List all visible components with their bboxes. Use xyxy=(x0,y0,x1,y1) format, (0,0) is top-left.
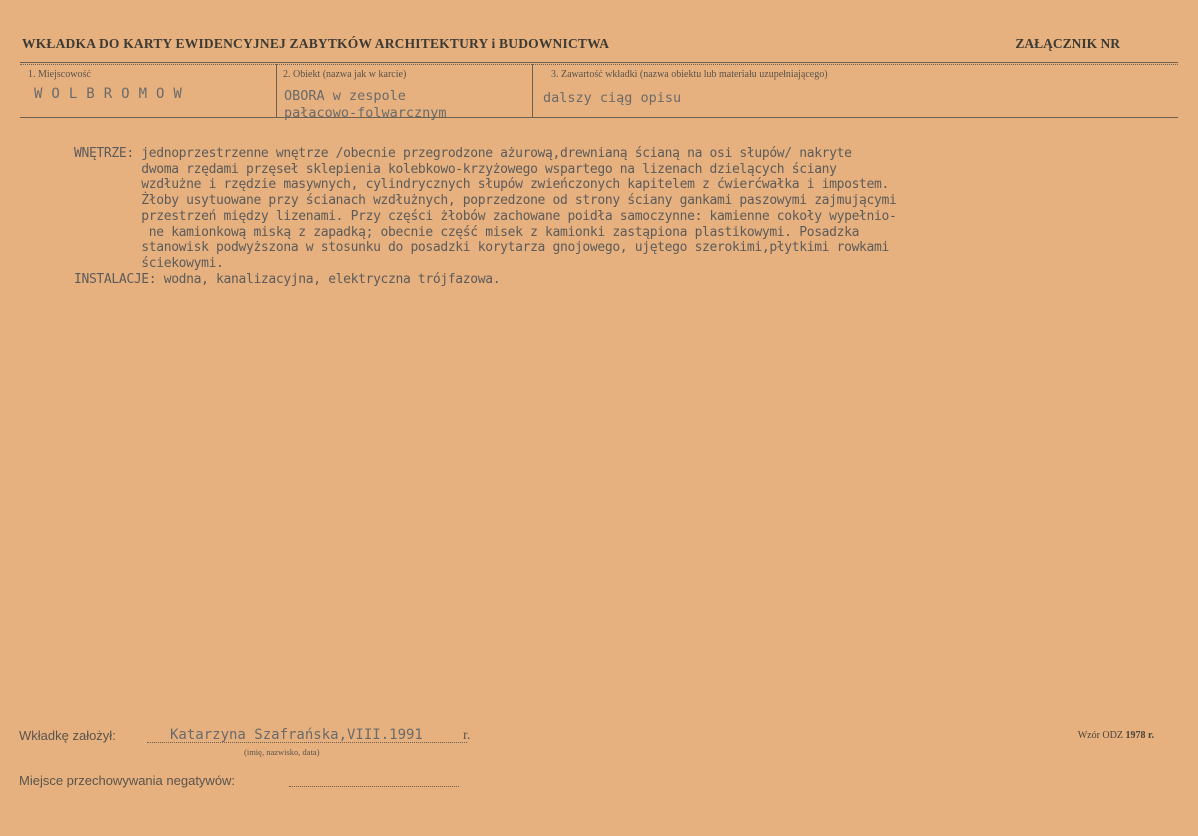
object-value-line1: OBORA w zespole xyxy=(284,88,406,104)
attachment-number-label: ZAŁĄCZNIK NR xyxy=(1015,36,1120,51)
object-label: 2. Obiekt (nazwa jak w karcie) xyxy=(283,69,407,80)
content-value: dalszy ciąg opisu xyxy=(543,90,682,106)
field-divider-1 xyxy=(276,64,277,117)
model-year: 1978 xyxy=(1125,730,1146,741)
location-value: WOLBROMOW xyxy=(34,86,191,102)
negatives-dotted-line xyxy=(289,786,459,787)
model-prefix: Wzór ODZ xyxy=(1077,730,1123,741)
fields-rule xyxy=(20,117,1178,118)
description-text: WNĘTRZE: jednoprzestrzenne wnętrze /obecnie przegrodzone ażurową,drewnianą ścianą na osi słupów/ nakryte dwoma rzędami przęseł sklepienia kolebkowo-krzyżowego wspartego na lizenach dzielących ściany wzdłużne i rzędzie masywnych, cylindrycznych słupów zwieńczonych kapitelem z ćwierćwałka i impostem. Żłoby usytuowane przy ścianach wzdłużnych, poprzedzone od strony ściany gankami paszowymi zajmującymi przestrzeń między lizenami. Przy części żłobów zachowane poidła samoczynne: kamienne cokoły wypełnio- ne kamionkową miską z zapadką; obecnie część misek z kamionki zastąpiona plastikowymi. Posadzka stanowisk podwyższona w stosunku do posadzki korytarza gnojowego, ujętego szerokimi,płytkimi rowkami ściekowymi. INSTALACJE: wodna, kanalizacyjna, elektryczna trójfazowa. xyxy=(74,146,897,287)
content-label: 3. Zawartość wkładki (nazwa obiektu lub materiału uzupełniającego) xyxy=(551,69,828,80)
negatives-label: Miejsce przechowywania negatywów: xyxy=(19,773,236,788)
author-suffix: r. xyxy=(463,728,471,743)
form-model-note xyxy=(1078,730,1154,741)
header-rule xyxy=(20,62,1178,63)
location-label: 1. Miejscowość xyxy=(28,69,91,80)
author-label: Wkładkę założył: xyxy=(19,728,116,743)
card-title: WKŁADKA DO KARTY EWIDENCYJNEJ ZABYTKÓW ARCHITEKTURY i BUDOWNICTWA xyxy=(22,36,610,51)
model-suffix: r. xyxy=(1147,730,1154,741)
object-value-line2: pałacowo-folwarcznym xyxy=(284,105,447,121)
object-value xyxy=(284,88,447,122)
author-value: Katarzyna Szafrańska,VIII.1991 xyxy=(170,727,423,743)
header-rule-dotted xyxy=(20,64,1178,65)
author-hint: (imię, nazwisko, data) xyxy=(244,747,320,757)
field-divider-2 xyxy=(532,64,533,117)
